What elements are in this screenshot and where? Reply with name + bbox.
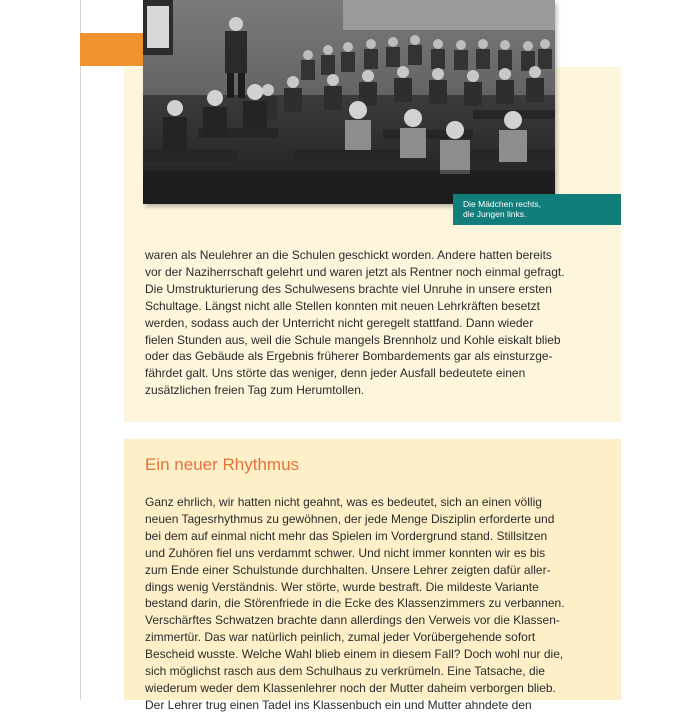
- text-line: vor der Naziherrschaft gelehrt und waren jetzt als Rentner noch einmal gefragt.: [145, 264, 565, 279]
- text-line: werden, sodass auch der Unterricht nicht geregelt stattfand. Dann wieder: [145, 315, 534, 330]
- text-line: Ganz ehrlich, wir hatten nicht geahnt, was es bedeutet, sich an einen völlig: [145, 495, 542, 509]
- text-line: zusätzlichen freien Tag zum Herumtollen.: [145, 383, 365, 398]
- text-line: Die Umstrukturierung des Schulwesens brachte viel Unruhe in unsere ersten: [145, 281, 552, 296]
- photo-caption-line: Die Mädchen rechts,: [463, 199, 541, 209]
- text-line: wiederum weder dem Klassenlehrer noch der Mutter daheim verborgen blieb.: [145, 680, 556, 695]
- text-line: neuen Tagesrhythmus zu gewöhnen, der jede Menge Disziplin erforderte und: [145, 511, 555, 526]
- text-line: Verschärftes Schwatzen brachte dann allerdings den Verweis vor die Klassen-: [145, 613, 560, 628]
- text-line: fährdet galt. Uns störte das weniger, denn jeder Ausfall bedeutete einen: [145, 366, 526, 381]
- text-line: und Zuhören fiel uns verdammt schwer. Und nicht immer konnten wir es bis: [145, 545, 546, 560]
- text-line: bei dem auf einmal nicht mehr das Spielen im Vordergrund stand. Stillsitzen: [145, 528, 548, 543]
- text-line: fielen Stunden aus, weil die Schule mangels Brennholz und Kohle eiskalt blieb: [145, 332, 561, 347]
- page-margin-rule: [80, 0, 81, 700]
- chapter-marker-tab: [80, 33, 143, 66]
- photo-caption-line: die Jungen links.: [463, 209, 527, 219]
- body-paragraph-continuation: [145, 247, 610, 399]
- section-heading: Ein neuer Rhythmus: [145, 455, 300, 474]
- classroom-photo: [143, 0, 555, 204]
- photo-caption: [453, 194, 621, 225]
- text-line: Der Lehrer trug einen Tadel ins Klassenbuch ein und Mutter ahndete den: [145, 697, 532, 712]
- text-line: zimmertür. Das war natürlich peinlich, zumal jeder Vorübergehende sofort: [145, 630, 536, 645]
- text-line: zum Ende einer Schulstunde durchhalten. Unsere Lehrer zeigten dafür aller-: [145, 562, 551, 577]
- text-line: dings wenig Verständnis. Wer störte, wurde bestraft. Die mildeste Variante: [145, 579, 539, 594]
- classroom-photo-image: [143, 0, 555, 204]
- body-paragraph-section: [145, 494, 610, 714]
- text-line: Schultage. Längst nicht alle Stellen konnten mit neuen Lehrkräften besetzt: [145, 298, 540, 313]
- text-line: oder das Gebäude als Ergebnis früherer Bombardements gar als einsturzge-: [145, 349, 553, 364]
- text-line: Bescheid wusste. Welche Wahl blieb einem in diesem Fall? Doch wohl nur die,: [145, 647, 564, 662]
- text-line: sich möglichst rasch aus dem Schulhaus zu verkrümeln. Eine Tatsache, die: [145, 664, 545, 679]
- text-line: waren als Neulehrer an die Schulen geschickt worden. Andere hatten bereits: [145, 248, 552, 262]
- text-line: bestand darin, die Störenfriede in die Ecke des Klassenzimmers zu verbannen.: [145, 596, 565, 611]
